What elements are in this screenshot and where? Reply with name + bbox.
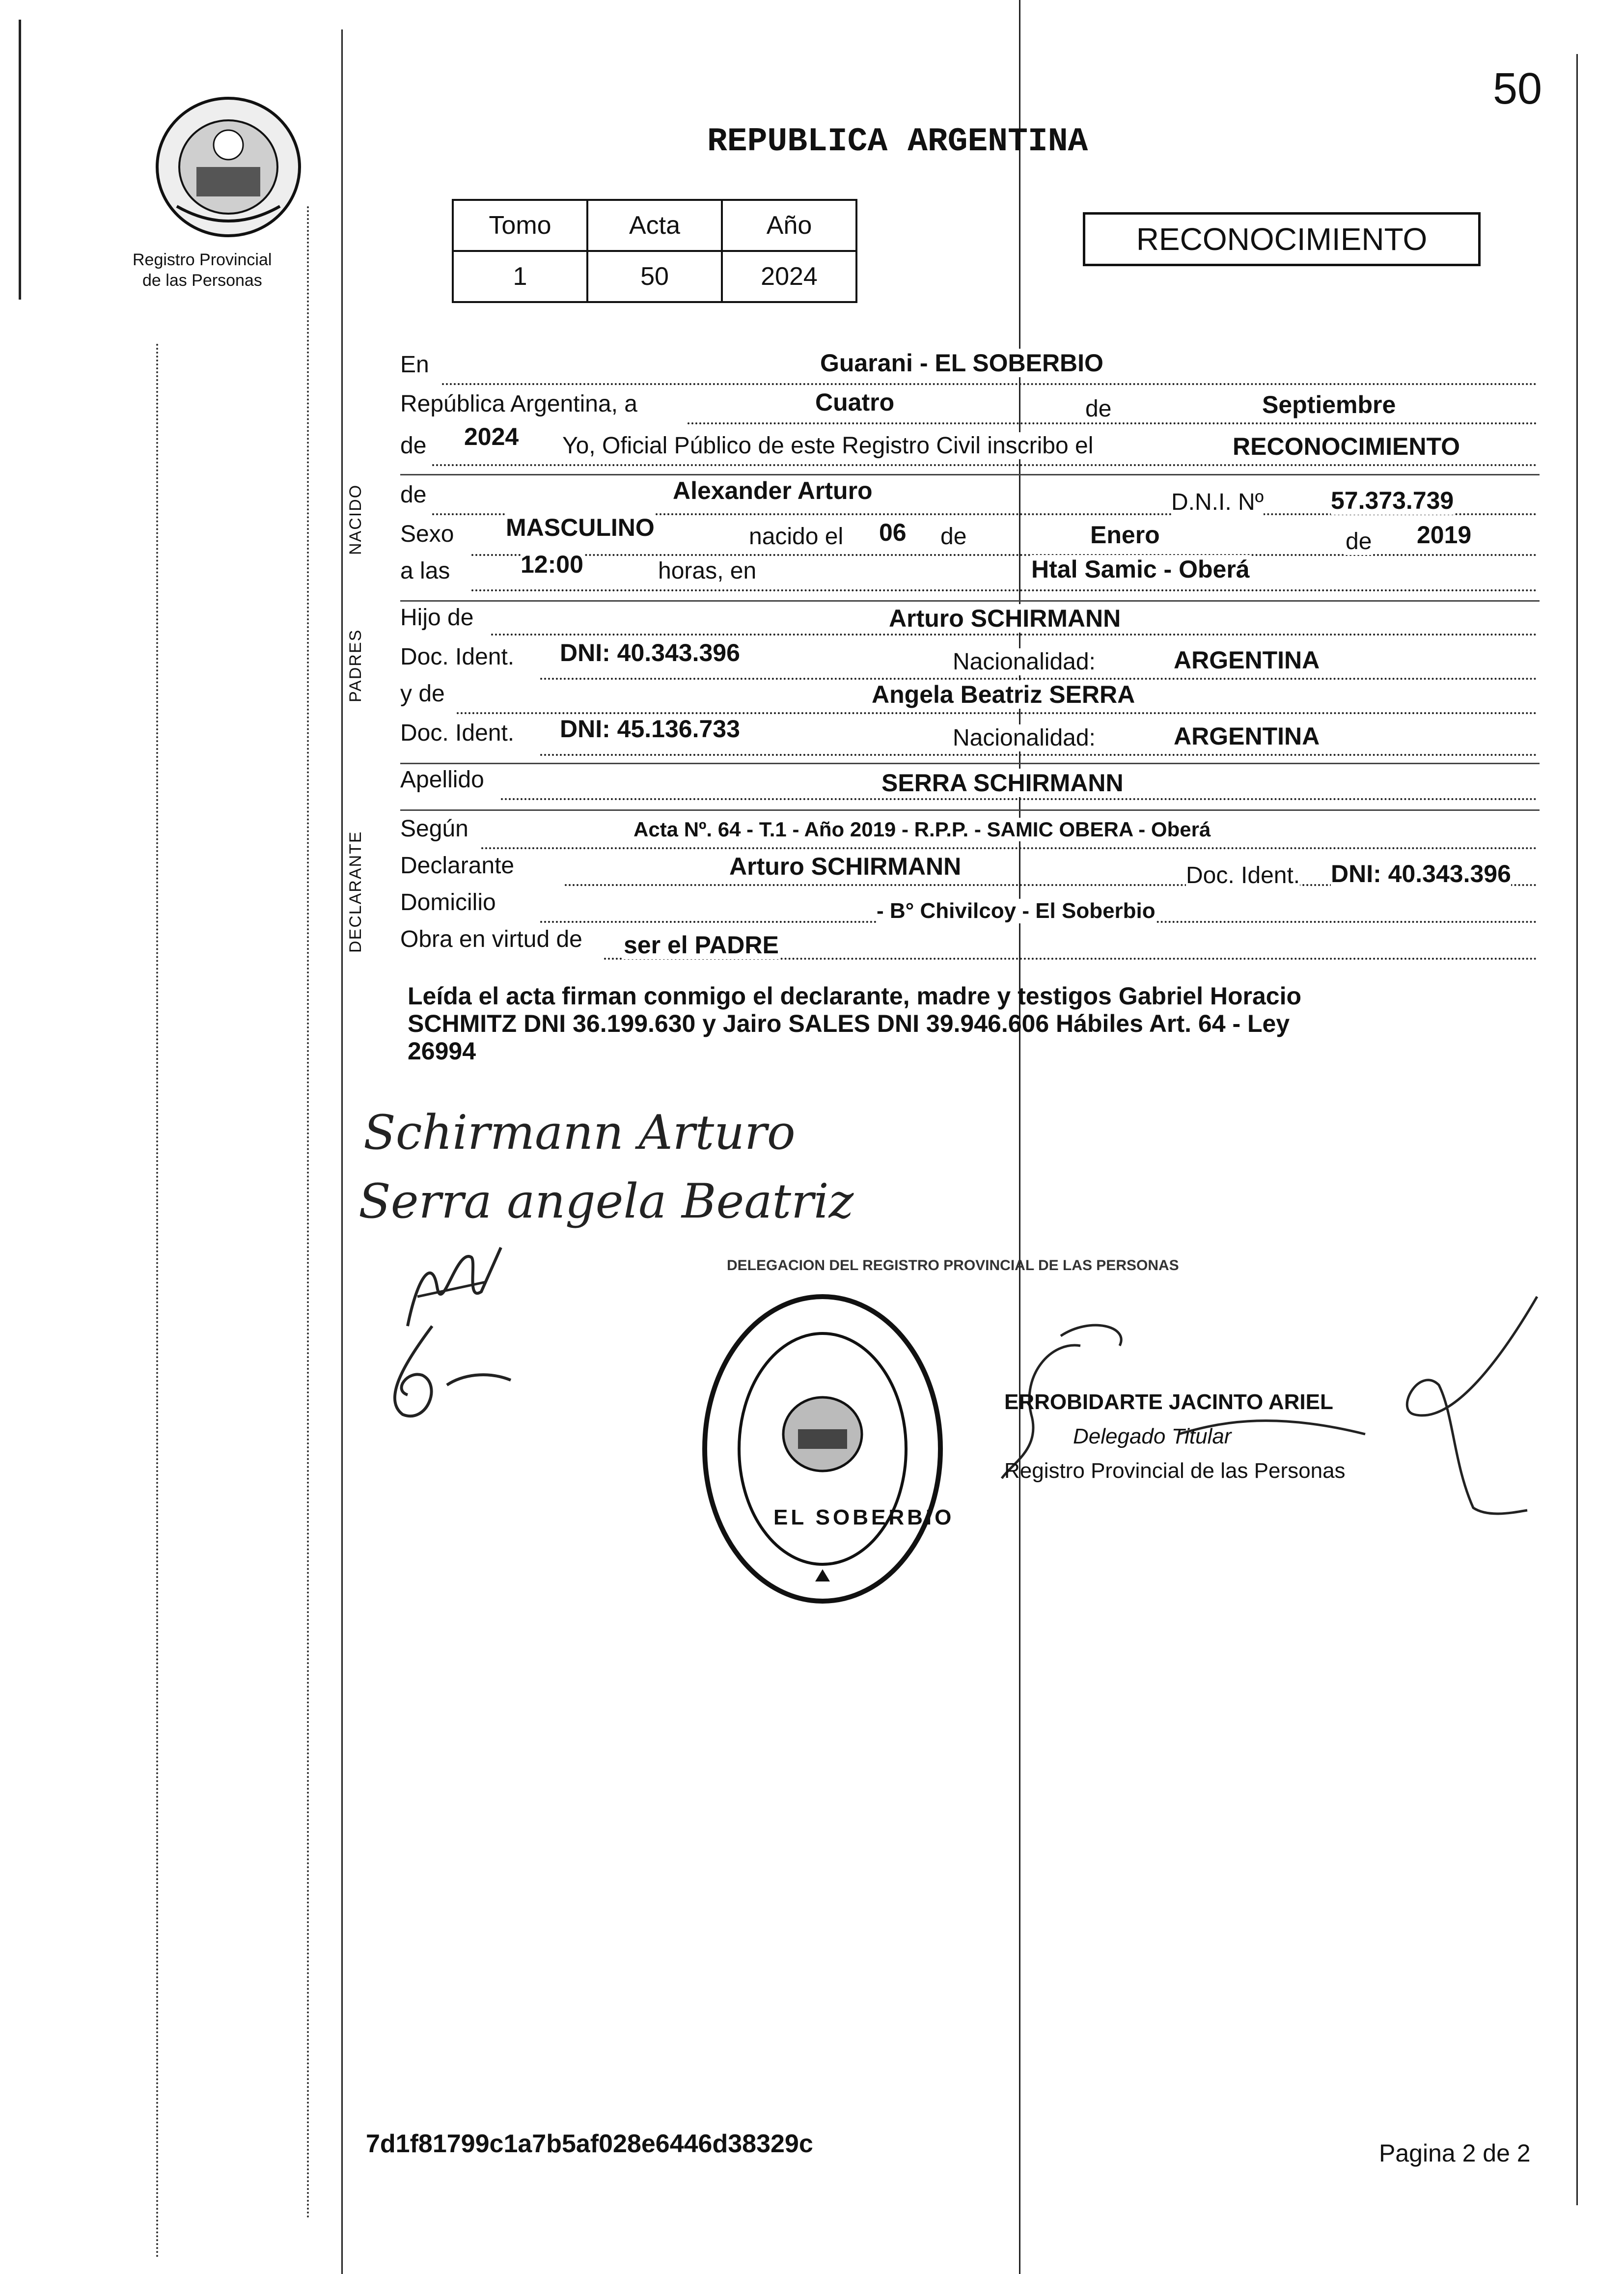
acto-value: RECONOCIMIENTO: [1233, 433, 1460, 460]
dotfill: [442, 383, 1537, 385]
official-seal: [697, 1287, 948, 1611]
dotfill: [432, 464, 1537, 466]
madre-nac: ARGENTINA: [1174, 722, 1320, 750]
republica-label: República Argentina, a: [400, 391, 637, 417]
document-title: REPUBLICA ARGENTINA: [707, 123, 1088, 161]
padre-value: Arturo SCHIRMANN: [889, 605, 1121, 632]
document-hash: 7d1f81799c1a7b5af028e6446d38329c: [366, 2130, 813, 2158]
nac-dia: 06: [879, 519, 907, 546]
registry-table: [452, 199, 857, 303]
signature-witness-2: [363, 1316, 525, 1427]
official-name: ERROBIDARTE JACINTO ARIEL: [1004, 1390, 1333, 1414]
page-number: 50: [1493, 64, 1542, 113]
apellido-value: SERRA SCHIRMANN: [881, 769, 1124, 797]
nacionalidad-label: Nacionalidad:: [953, 649, 1096, 675]
signature-declarante: Schirmann Arturo: [363, 1105, 796, 1160]
de-label: de: [1085, 396, 1112, 422]
anio-value: 2024: [722, 251, 856, 302]
dotfill: [471, 589, 1537, 591]
signature-madre: Serra angela Beatriz: [358, 1174, 854, 1229]
declarante-value: Arturo SCHIRMANN: [729, 853, 962, 880]
dni-value: 57.373.739: [1331, 487, 1454, 514]
doc-ident-label: Doc. Ident.: [400, 644, 515, 670]
horas-en-label: horas, en: [658, 558, 757, 584]
hijo-de-label: Hijo de: [400, 605, 474, 631]
obra-value: ser el PADRE: [624, 931, 779, 959]
nac-mes: Enero: [1090, 521, 1160, 549]
logo-caption-1: Registro Provincial: [133, 250, 272, 269]
dotfill: [688, 422, 1537, 424]
dotfill: [471, 554, 1537, 556]
coat-of-arms-icon: [147, 88, 309, 246]
doc-type-text: RECONOCIMIENTO: [1136, 222, 1428, 257]
official-title: Delegado Titular: [1073, 1424, 1232, 1448]
margin-dots-left: [156, 344, 158, 2259]
section-declarante: DECLARANTE: [346, 831, 365, 953]
y-de-label: y de: [400, 681, 445, 707]
nac-anio: 2019: [1417, 521, 1472, 549]
hora-value: 12:00: [521, 551, 583, 578]
nacionalidad-label: Nacionalidad:: [953, 725, 1096, 751]
sexo-value: MASCULINO: [506, 514, 655, 541]
tomo-value: 1: [453, 251, 587, 302]
official-org: Registro Provincial de las Personas: [1004, 1459, 1346, 1483]
en-label: En: [400, 352, 429, 378]
dotfill: [501, 798, 1537, 800]
nacido-el-label: nacido el: [749, 524, 844, 550]
closing-line-3: 26994: [408, 1037, 476, 1065]
dni-label: D.N.I. Nº: [1171, 489, 1264, 515]
nombre-value: Alexander Arturo: [673, 477, 873, 504]
segun-value: Acta Nº. 64 - T.1 - Año 2019 - R.P.P. - SAMIC OBERA - Oberá: [633, 818, 1211, 841]
apellido-label: Apellido: [400, 767, 484, 793]
closing-line-1: Leída el acta firman conmigo el declarante, madre y testigos Gabriel Horacio: [408, 982, 1302, 1010]
lugar-value: Htal Samic - Oberá: [1031, 555, 1250, 583]
dotfill: [457, 712, 1537, 714]
right-margin-line: [1576, 54, 1578, 2205]
dotfill: [491, 634, 1537, 636]
declarante-doc: DNI: 40.343.396: [1331, 860, 1511, 887]
domicilio-value: - B° Chivilcoy - El Soberbio: [877, 899, 1156, 923]
madre-doc: DNI: 45.136.733: [560, 715, 740, 743]
left-margin-line: [341, 29, 343, 2274]
closing-line-2: SCHMITZ DNI 36.199.630 y Jairo SALES DNI 39.946.606 Hábiles Art. 64 - Ley: [408, 1010, 1290, 1037]
de-label: de: [940, 524, 967, 550]
province-logo: [147, 88, 309, 246]
dotfill: [481, 847, 1537, 849]
tomo-header: Tomo: [453, 200, 587, 251]
inscribo-text: Yo, Oficial Público de este Registro Civil inscribo el: [562, 433, 1094, 459]
de-label: de: [400, 433, 427, 459]
sexo-label: Sexo: [400, 521, 454, 547]
official-signature: [992, 1287, 1552, 1545]
de-label: de: [1346, 528, 1372, 555]
dotfill: [540, 678, 1537, 680]
acta-value: 50: [587, 251, 722, 302]
dotfill: [540, 754, 1537, 756]
page-counter: Pagina 2 de 2: [1379, 2139, 1531, 2167]
en-value: Guarani - EL SOBERBIO: [820, 349, 1103, 377]
seal-ring-text: DELEGACION DEL REGISTRO PROVINCIAL DE LAS PERSONAS: [727, 1257, 1179, 1274]
section-separator: [400, 474, 1540, 475]
anio-header: Año: [722, 200, 856, 251]
declarante-label: Declarante: [400, 853, 515, 879]
anio-value: 2024: [464, 423, 519, 450]
doc-type-box: [1083, 212, 1481, 266]
doc-ident-label: Doc. Ident.: [400, 720, 515, 746]
declarante-doc-label: Doc. Ident.: [1186, 862, 1300, 888]
domicilio-label: Domicilio: [400, 889, 496, 915]
mes-value: Septiembre: [1262, 391, 1396, 418]
section-nacido: NACIDO: [346, 484, 365, 555]
section-separator: [400, 809, 1540, 811]
center-fold-line: [1019, 0, 1020, 2274]
padre-nac: ARGENTINA: [1174, 646, 1320, 674]
padre-doc: DNI: 40.343.396: [560, 639, 740, 666]
obra-label: Obra en virtud de: [400, 926, 582, 952]
segun-label: Según: [400, 816, 468, 842]
section-separator: [400, 600, 1540, 602]
a-las-label: a las: [400, 558, 450, 584]
madre-value: Angela Beatriz SERRA: [872, 681, 1135, 708]
seal-inner-text: EL SOBERBIO: [773, 1505, 955, 1529]
margin-dots-center: [307, 206, 309, 2220]
section-padres: PADRES: [346, 629, 365, 702]
closing-text: [408, 982, 1301, 1065]
acta-header: Acta: [587, 200, 722, 251]
de-label: de: [400, 482, 427, 508]
scan-edge-line: [19, 20, 21, 300]
section-separator: [400, 763, 1540, 764]
dia-value: Cuatro: [815, 388, 895, 416]
logo-caption-2: de las Personas: [142, 271, 262, 290]
